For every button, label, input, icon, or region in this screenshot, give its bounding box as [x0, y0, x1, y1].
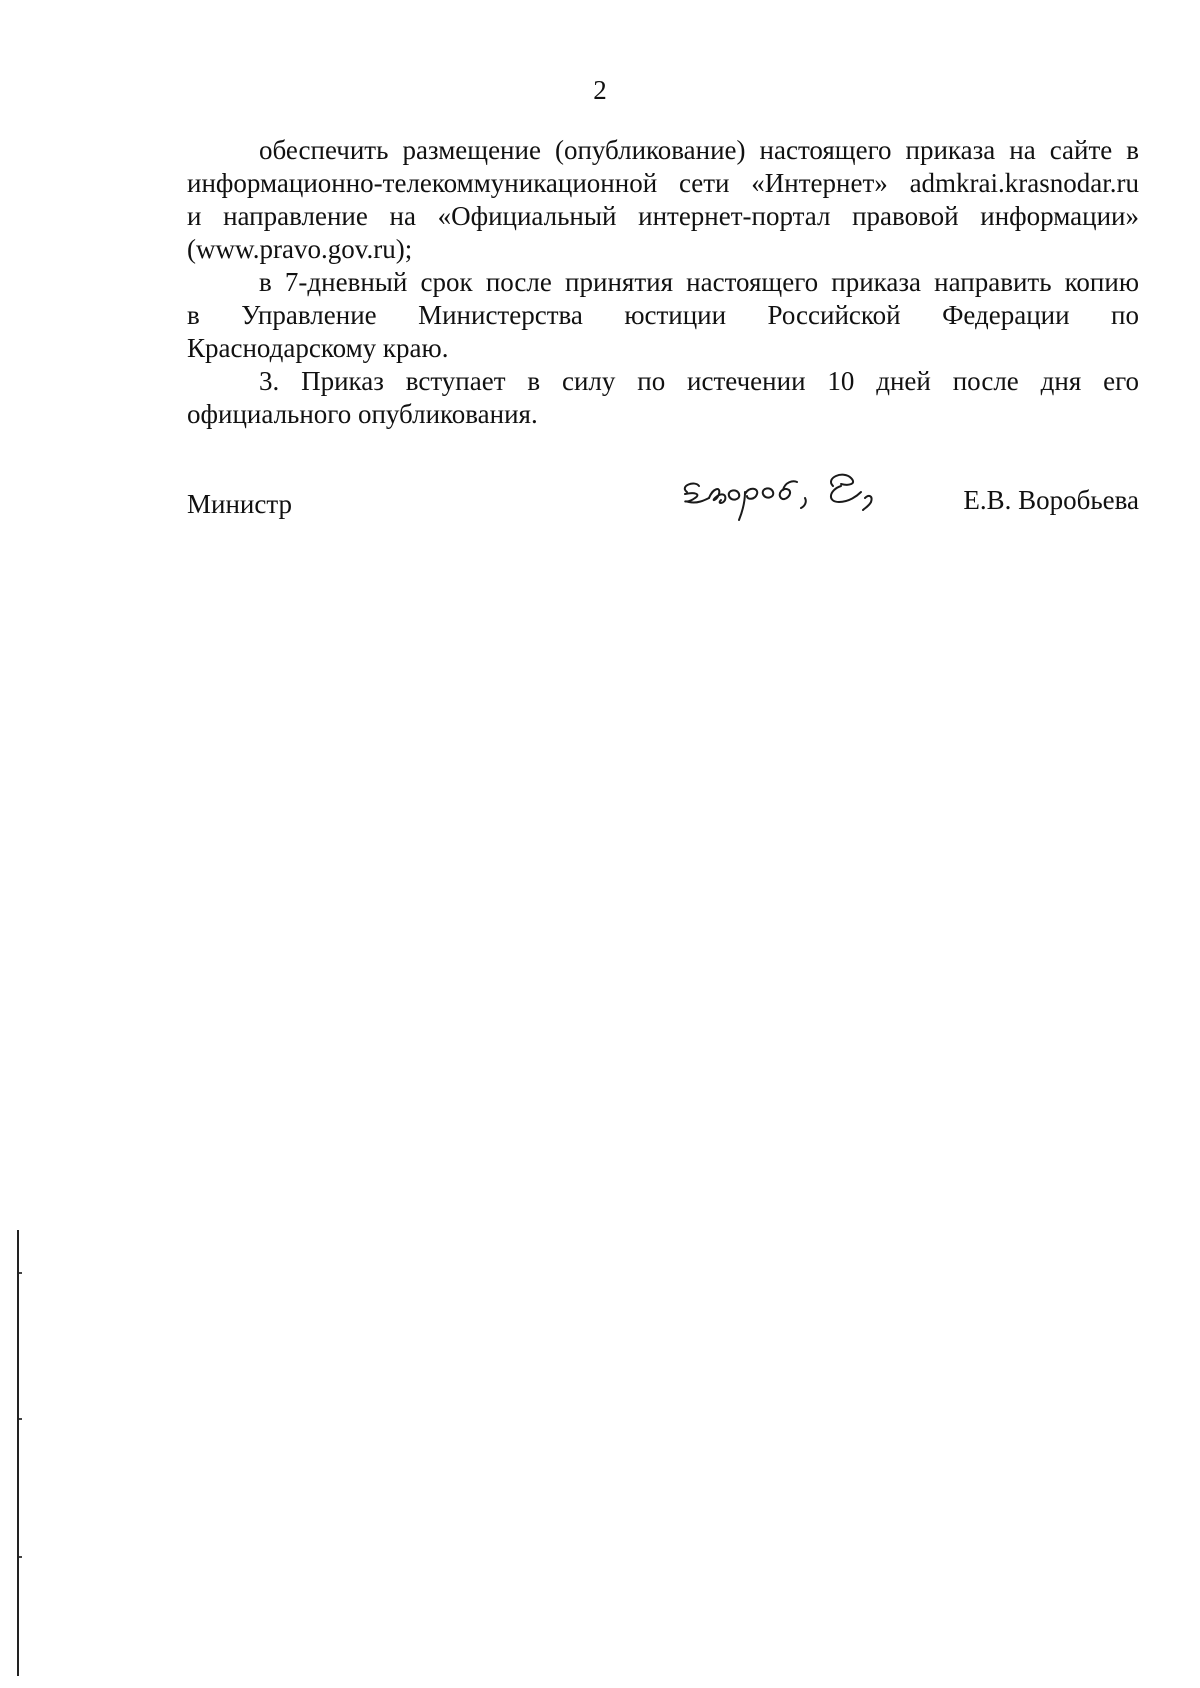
- signature-block: [187, 470, 1139, 540]
- scan-margin-line: [17, 1230, 19, 1676]
- paragraph-ministry-of-justice: [187, 266, 1139, 365]
- page-number: 2: [593, 75, 607, 105]
- text-line: 3. Приказ вступает в силу по истечении 10 дней после дня его: [259, 366, 1139, 396]
- text-line: и направление на «Официальный интернет-портал правовой информации»: [187, 201, 1139, 231]
- text-line: официального опубликования.: [187, 399, 538, 429]
- signatory-title: Министр: [187, 489, 292, 519]
- document-body: [187, 134, 1139, 431]
- text-line: информационно-телекоммуникационной сети «Интернет» admkrai.krasnodar.ru: [187, 168, 1139, 198]
- scan-margin-tick: [19, 1272, 22, 1274]
- text-line: обеспечить размещение (опубликование) настоящего приказа на сайте в: [259, 135, 1139, 165]
- text-line: в Управление Министерства юстиции Российской Федерации по: [187, 300, 1139, 330]
- signatory-name: Е.В. Воробьева: [963, 485, 1139, 515]
- scan-margin-tick: [19, 1418, 22, 1420]
- text-line: Краснодарскому краю.: [187, 333, 449, 363]
- handwritten-signature: [665, 464, 905, 524]
- paragraph-effective-date: [187, 365, 1139, 431]
- paragraph-publication: [187, 134, 1139, 266]
- text-line: (www.pravo.gov.ru);: [187, 234, 413, 264]
- text-line: в 7-дневный срок после принятия настоящего приказа направить копию: [259, 267, 1139, 297]
- scan-margin-tick: [19, 1556, 22, 1558]
